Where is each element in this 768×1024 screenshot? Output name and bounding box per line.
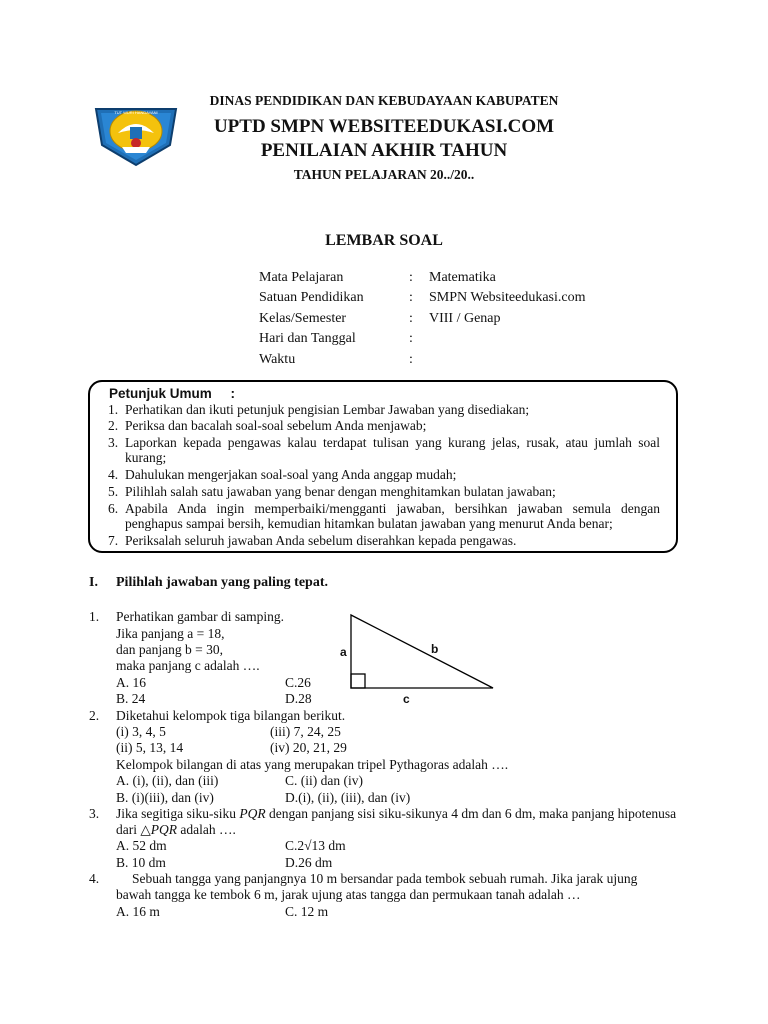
side-label-a: a: [340, 645, 347, 659]
question-text: Jika panjang a = 18,: [116, 626, 225, 641]
instruction-number: 6.: [108, 501, 119, 516]
instruction-number: 2.: [108, 418, 119, 433]
option-d: D.28: [285, 691, 312, 706]
option-b: B. 10 dm: [116, 855, 166, 870]
question-text: Sebuah tangga yang panjangnya 10 m bersandar pada tembok sebuah rumah. Jika jarak ujung: [132, 871, 638, 886]
instruction-text: Laporkan kepada pengawas kalau terdapat tulisan yang kurang jelas, rusak, atau jumlah soal kurang;: [125, 435, 660, 465]
info-label: Mata Pelajaran: [259, 270, 344, 285]
option-d: D.26 dm: [285, 855, 333, 870]
instruction-number: 7.: [108, 533, 119, 548]
info-label: Hari dan Tanggal: [259, 331, 356, 346]
instruction-number: 1.: [108, 402, 119, 417]
info-colon: :: [409, 311, 413, 326]
info-colon: :: [409, 352, 413, 367]
option-c: C.26: [285, 675, 311, 690]
instruction-item: [108, 501, 660, 531]
info-label: Kelas/Semester: [259, 311, 347, 326]
instruction-item: [108, 435, 660, 465]
question-text: Diketahui kelompok tiga bilangan berikut.: [116, 708, 346, 723]
info-colon: :: [409, 270, 413, 285]
text-part: Jika segitiga siku-siku: [116, 806, 240, 821]
side-label-c: c: [403, 692, 410, 706]
question-text: [116, 806, 676, 822]
right-angle-marker: [351, 674, 365, 688]
number-group: (iii) 7, 24, 25: [270, 724, 341, 739]
info-colon: :: [409, 331, 413, 346]
instruction-item: [108, 467, 660, 482]
variable: PQR: [239, 806, 266, 821]
instruction-item: [108, 402, 660, 417]
instruction-text: Periksa dan bacalah soal-soal sebelum Anda menjawab;: [125, 418, 427, 433]
option-c: C.2√13 dm: [285, 838, 346, 853]
variable: PQR: [150, 822, 177, 837]
instruction-item: [108, 533, 660, 548]
option-a: A. (i), (ii), dan (iii): [116, 773, 219, 788]
instructions-title: Petunjuk Umum :: [109, 386, 236, 401]
question-text: dan panjang b = 30,: [116, 642, 223, 657]
year-heading: TAHUN PELAJARAN 20../20..: [293, 167, 475, 182]
question-text: [116, 822, 236, 838]
info-value: Matematika: [429, 270, 496, 285]
school-heading: UPTD SMPN WEBSITEEDUKASI.COM: [213, 116, 555, 137]
number-group: (i) 3, 4, 5: [116, 724, 166, 739]
instruction-item: [108, 418, 660, 433]
option-a: A. 16: [116, 675, 146, 690]
option-b: B. (i)(iii), dan (iv): [116, 790, 214, 805]
number-group: (iv) 20, 21, 29: [270, 740, 347, 755]
info-label: Waktu: [259, 352, 296, 367]
question-number: 4.: [89, 871, 100, 886]
question-number: 3.: [89, 806, 100, 821]
info-label: Satuan Pendidikan: [259, 290, 364, 305]
instruction-item: [108, 484, 660, 499]
text-part: dengan panjang sisi siku-sikunya 4 dm dan 6 dm, maka panjang hipotenusa: [265, 806, 677, 821]
info-value: VIII / Genap: [429, 311, 501, 326]
option-d: D.(i), (ii), (iii), dan (iv): [285, 790, 411, 805]
logo-text: TUT WURI HANDAYANI: [114, 110, 158, 115]
question-text: maka panjang c adalah ….: [116, 658, 260, 673]
question-number: 1.: [89, 609, 100, 624]
question-text: bawah tangga ke tembok 6 m, jarak ujung atas tangga dan permukaan tanah adalah …: [116, 887, 581, 902]
info-colon: :: [409, 290, 413, 305]
text-part: dari △: [116, 822, 151, 837]
agency-heading: DINAS PENDIDIKAN DAN KEBUDAYAAN KABUPATEN: [209, 93, 559, 108]
exam-heading: PENILAIAN AKHIR TAHUN: [260, 140, 508, 161]
instruction-text: Perhatikan dan ikuti petunjuk pengisian Lembar Jawaban yang disediakan;: [125, 402, 530, 417]
option-c: C. (ii) dan (iv): [285, 773, 363, 788]
instruction-text: Periksalah seluruh jawaban Anda sebelum diserahkan kepada pengawas.: [125, 533, 517, 548]
instruction-number: 5.: [108, 484, 119, 499]
triangle-figure: [340, 612, 500, 694]
question-number: 2.: [89, 708, 100, 723]
question-text: Perhatikan gambar di samping.: [116, 609, 284, 624]
question-text: Kelompok bilangan di atas yang merupakan tripel Pythagoras adalah ….: [116, 757, 509, 772]
instruction-text: Dahulukan mengerjakan soal-soal yang Anda anggap mudah;: [125, 467, 457, 482]
right-triangle: [351, 615, 493, 688]
option-c: C. 12 m: [285, 904, 329, 919]
sheet-title: LEMBAR SOAL: [325, 232, 443, 249]
instruction-number: 4.: [108, 467, 119, 482]
instruction-text: Pilihlah salah satu jawaban yang benar dengan menghitamkan bulatan jawaban;: [125, 484, 556, 499]
text-part: adalah ….: [177, 822, 236, 837]
instruction-number: 3.: [108, 435, 119, 450]
option-a: A. 52 dm: [116, 838, 167, 853]
side-label-b: b: [431, 642, 439, 656]
number-group: (ii) 5, 13, 14: [116, 740, 184, 755]
instruction-text: Apabila Anda ingin memperbaiki/mengganti jawaban, bersihkan jawaban semula dengan penghapus sampai bersih, kemudian hitamkan bulatan jawaban yang menurut Anda benar;: [125, 501, 660, 531]
option-a: A. 16 m: [116, 904, 160, 919]
option-b: B. 24: [116, 691, 146, 706]
section-title: Pilihlah jawaban yang paling tepat.: [116, 575, 328, 590]
info-value: SMPN Websiteedukasi.com: [429, 290, 586, 305]
section-roman: I.: [89, 575, 98, 590]
